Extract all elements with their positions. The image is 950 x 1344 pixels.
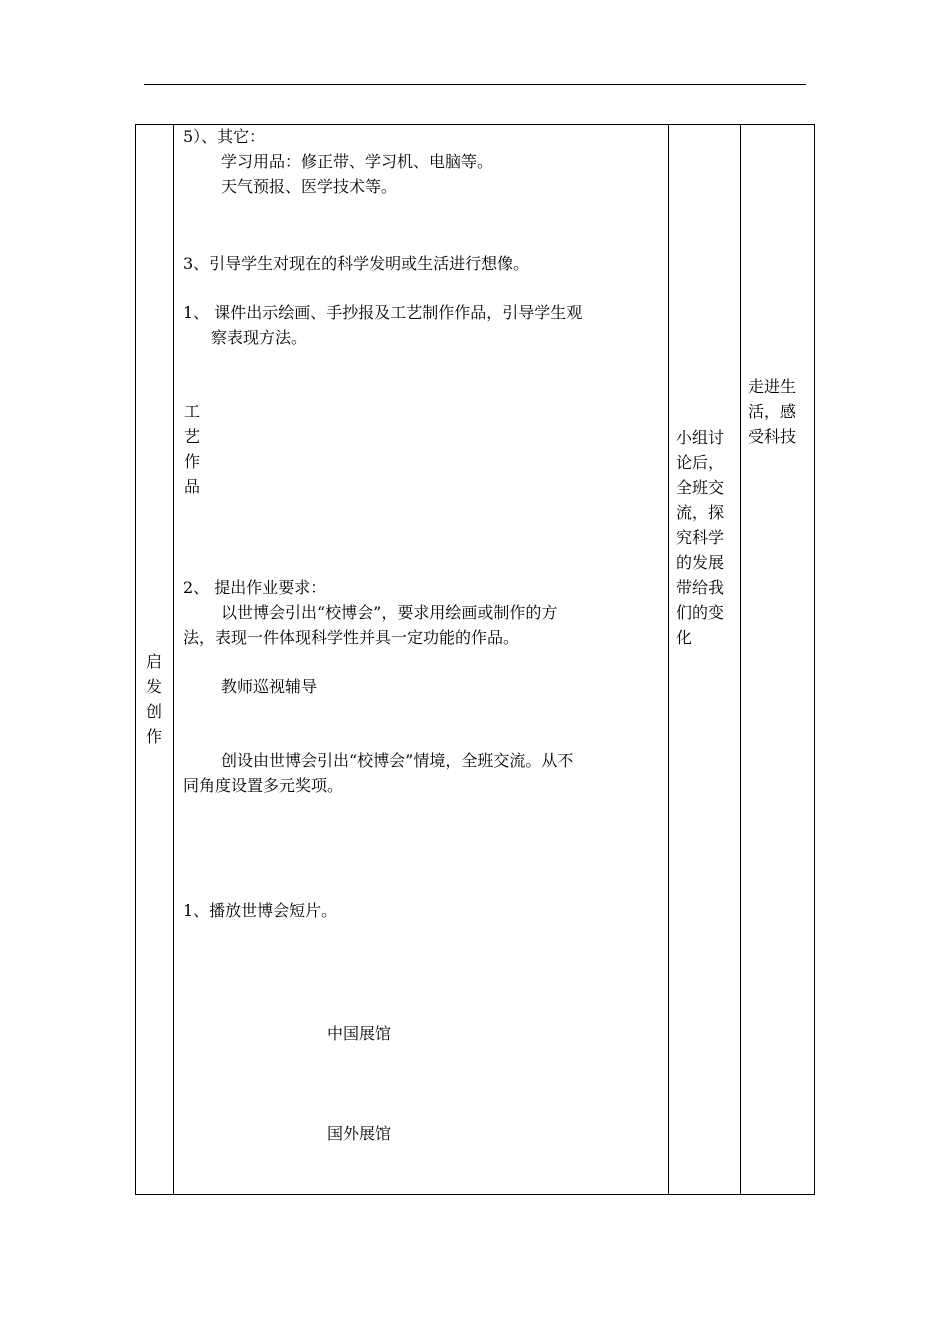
stage-label: 启发创作 (145, 652, 162, 746)
content-line: 1、 课件出示绘画、手抄报及工艺制作作品，引导学生观 (183, 303, 583, 322)
content-line: 以世博会引出“校博会”，要求用绘画或制作的方 (221, 603, 558, 622)
header-rule (144, 84, 806, 85)
lesson-table (135, 124, 815, 1195)
foreign-pavilion-label: 国外展馆 (327, 1124, 392, 1143)
column-divider-2 (668, 124, 669, 1195)
craft-works-label: 工艺作品 (183, 402, 200, 496)
china-pavilion-label: 中国展馆 (327, 1024, 392, 1043)
content-line: 教师巡视辅导 (221, 677, 318, 696)
content-line: 5）、其它： (183, 127, 266, 146)
content-line: 2、 提出作业要求： (183, 578, 327, 597)
content-line: 法，表现一件体现科学性并具一定功能的作品。 (183, 628, 520, 647)
design-intent: 走进生活，感受科技 (748, 377, 797, 446)
content-line: 察表现方法。 (211, 328, 308, 347)
content-line: 3、引导学生对现在的科学发明或生活进行想像。 (183, 254, 530, 273)
column-divider-1 (173, 124, 174, 1195)
student-activity: 小组讨论后，全班交流，探究科学的发展带给我们的变化 (676, 428, 725, 647)
content-line: 学习用品：修正带、学习机、电脑等。 (221, 152, 494, 171)
column-divider-3 (740, 124, 741, 1195)
content-line: 创设由世博会引出“校博会”情境，全班交流。从不 (221, 751, 574, 770)
content-line: 1、播放世博会短片。 (183, 901, 338, 920)
content-line: 天气预报、医学技术等。 (221, 177, 398, 196)
content-line: 同角度设置多元奖项。 (183, 776, 344, 795)
